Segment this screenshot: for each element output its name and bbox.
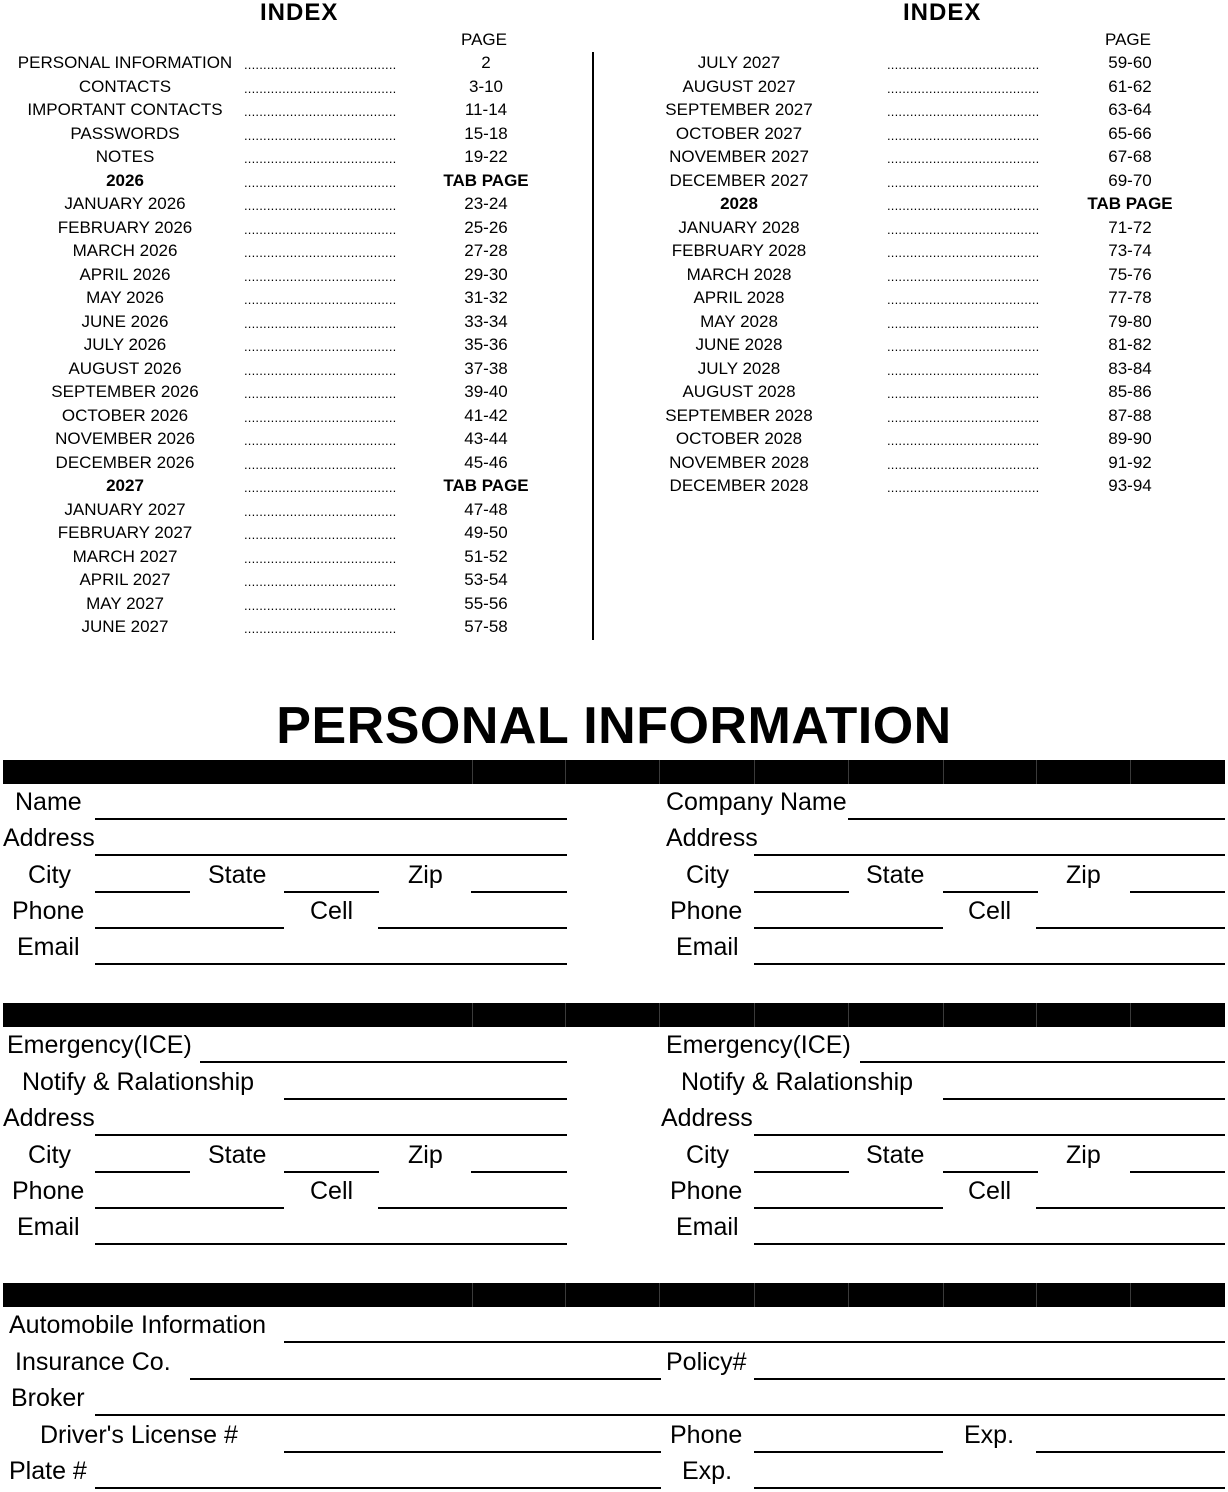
- dot-leader: ........................................: [244, 80, 397, 96]
- company-address-field[interactable]: [754, 854, 1225, 856]
- dot-leader: ........................................: [244, 268, 397, 284]
- index-title-left: INDEX: [260, 0, 339, 26]
- index-row-label: NOTES: [95, 147, 155, 166]
- index-row-page: 73-74: [1108, 241, 1152, 260]
- license-phone-label: Phone: [670, 1421, 743, 1449]
- index-row-label: AUGUST 2026: [68, 358, 182, 378]
- dot-leader: ........................................: [244, 174, 397, 190]
- index-row-label: APRIL 2027: [79, 570, 171, 589]
- index-row-label: JUNE 2027: [81, 617, 169, 636]
- index-row-page: 53-54: [464, 570, 508, 589]
- dot-leader: ........................................: [244, 574, 397, 589]
- index-row-label: JULY 2026: [83, 335, 167, 354]
- index-row-page: 81-82: [1108, 335, 1152, 354]
- plate-field[interactable]: [95, 1487, 661, 1489]
- dot-leader: ........................................: [244, 315, 397, 331]
- index-row-label: MARCH 2028: [686, 264, 792, 284]
- plate-exp-field[interactable]: [754, 1487, 1225, 1489]
- dot-leader: ........................................: [887, 245, 1040, 260]
- dot-leader: ........................................: [887, 433, 1040, 448]
- dot-leader: ........................................: [244, 433, 397, 448]
- dot-leader: ........................................: [887, 174, 1040, 190]
- index-row-page: 77-78: [1108, 288, 1152, 307]
- index-row-page: 87-88: [1108, 405, 1152, 425]
- city-label: City: [28, 861, 72, 889]
- dot-leader: ........................................: [244, 456, 397, 472]
- cell-field[interactable]: [378, 927, 567, 929]
- dot-leader: ........................................: [887, 362, 1040, 378]
- emergency-email-label-2: Email: [676, 1213, 739, 1241]
- emergency-phone-label-1: Phone: [12, 1177, 85, 1205]
- emergency-phone-field-2[interactable]: [754, 1207, 943, 1209]
- company-phone-label: Phone: [670, 897, 743, 925]
- dot-leader: ........................................: [244, 597, 397, 613]
- index-page-header-right: PAGE: [1105, 30, 1151, 49]
- dot-leader: ........................................: [887, 409, 1040, 425]
- index-row-page: 31-32: [464, 288, 508, 307]
- index-row-label: MAY 2026: [86, 288, 164, 307]
- index-row-page: 27-28: [464, 241, 508, 260]
- license-phone-field[interactable]: [754, 1451, 943, 1453]
- index-row-page: 35-36: [464, 335, 508, 354]
- emergency-state-field-2[interactable]: [943, 1171, 1038, 1173]
- dot-leader: ........................................: [887, 127, 1040, 143]
- cell-label: Cell: [310, 897, 354, 925]
- dot-leader: ........................................: [887, 104, 1040, 119]
- dot-leader: ........................................: [244, 245, 397, 260]
- index-row-label: 2027: [106, 476, 144, 495]
- insurance-field[interactable]: [190, 1378, 661, 1380]
- emergency-label-1: Emergency(ICE): [7, 1031, 192, 1059]
- index-row-page: 39-40: [464, 382, 508, 401]
- index-row-label: JUNE 2026: [81, 311, 169, 331]
- zip-label: Zip: [408, 861, 443, 889]
- index-row-label: JANUARY 2026: [64, 194, 186, 213]
- emergency-email-label-1: Email: [17, 1213, 80, 1241]
- plate-exp-label: Exp.: [682, 1457, 733, 1485]
- index-row-page: 47-48: [464, 499, 508, 519]
- index-row-label: APRIL 2026: [79, 264, 171, 284]
- emergency-zip-field-2[interactable]: [1130, 1171, 1225, 1173]
- index-row-label: 2026: [106, 170, 144, 190]
- company-zip-label: Zip: [1066, 861, 1101, 889]
- emergency-state-field-1[interactable]: [284, 1171, 379, 1173]
- index-row-page: 59-60: [1108, 53, 1152, 72]
- emergency-city-label-2: City: [686, 1141, 730, 1169]
- automobile-label: Automobile Information: [9, 1311, 267, 1339]
- index-row-page: 33-34: [464, 311, 508, 331]
- index-row-page: 45-46: [464, 452, 508, 472]
- index-row-page: TAB PAGE: [1087, 194, 1173, 213]
- city-field[interactable]: [95, 891, 190, 893]
- emergency-cell-field-2[interactable]: [1036, 1207, 1225, 1209]
- dot-leader: ........................................: [887, 480, 1040, 495]
- dot-leader: ........................................: [244, 339, 397, 354]
- dot-leader: ........................................: [244, 409, 397, 425]
- index-row-label: 2028: [720, 194, 758, 213]
- emergency-address-label-1: Address: [3, 1104, 95, 1132]
- index-row-label: MAY 2028: [700, 311, 778, 331]
- notify-field-2[interactable]: [943, 1098, 1225, 1100]
- index-row-label: SEPTEMBER 2026: [51, 382, 199, 401]
- emergency-zip-label-2: Zip: [1066, 1141, 1101, 1169]
- index-row-label: PERSONAL INFORMATION: [17, 53, 233, 72]
- broker-label: Broker: [11, 1384, 85, 1412]
- dot-leader: ........................................: [887, 80, 1040, 96]
- company-state-label: State: [866, 861, 925, 889]
- company-name-field[interactable]: [848, 818, 1225, 820]
- company-zip-field[interactable]: [1130, 891, 1225, 893]
- index-row-page: 43-44: [464, 429, 508, 448]
- phone-field[interactable]: [95, 927, 284, 929]
- index-page-header-left: PAGE: [461, 30, 507, 49]
- address-field[interactable]: [95, 854, 567, 856]
- dot-leader: ........................................: [244, 386, 397, 401]
- index-row-page: 19-22: [464, 147, 508, 166]
- index-row-label: NOVEMBER 2026: [55, 429, 195, 448]
- index-row-page: 3-10: [468, 76, 504, 96]
- index-row-page: 55-56: [464, 593, 508, 613]
- dot-leader: ........................................: [244, 480, 397, 495]
- insurance-label: Insurance Co.: [15, 1348, 171, 1376]
- emergency-cell-label-1: Cell: [310, 1177, 354, 1205]
- emergency-zip-field-1[interactable]: [471, 1171, 567, 1173]
- index-title-right: INDEX: [903, 0, 982, 26]
- section-bar-emergency: [3, 1003, 1225, 1027]
- phone-label: Phone: [12, 897, 85, 925]
- company-city-label: City: [686, 861, 730, 889]
- emergency-field-1[interactable]: [200, 1061, 567, 1063]
- company-address-label: Address: [666, 824, 758, 852]
- index-row-page: 85-86: [1108, 382, 1152, 401]
- index-row-page: TAB PAGE: [443, 170, 529, 190]
- personal-info-title: PERSONAL INFORMATION: [276, 697, 952, 755]
- index-row-label: OCTOBER 2026: [61, 405, 189, 425]
- index-row-label: JANUARY 2028: [678, 217, 800, 237]
- emergency-phone-field-1[interactable]: [95, 1207, 284, 1209]
- emergency-state-label-1: State: [208, 1141, 267, 1169]
- index-row-page: 15-18: [464, 123, 508, 143]
- index-row-page: 93-94: [1108, 476, 1152, 495]
- index-row-label: OCTOBER 2028: [675, 429, 803, 448]
- index-row-label: FEBRUARY 2027: [57, 523, 193, 542]
- policy-label: Policy#: [666, 1348, 747, 1376]
- dot-leader: ........................................: [887, 339, 1040, 354]
- license-label: Driver's License #: [40, 1421, 238, 1449]
- company-email-field[interactable]: [754, 963, 1225, 965]
- dot-leader: ........................................: [244, 527, 397, 542]
- index-row-page: 23-24: [464, 194, 508, 213]
- index-row-label: PASSWORDS: [70, 123, 180, 143]
- emergency-field-2[interactable]: [860, 1061, 1225, 1063]
- company-cell-label: Cell: [968, 897, 1012, 925]
- emergency-zip-label-1: Zip: [408, 1141, 443, 1169]
- emergency-cell-field-1[interactable]: [378, 1207, 567, 1209]
- index-row-label: AUGUST 2028: [682, 382, 796, 401]
- index-row-page: 89-90: [1108, 429, 1152, 448]
- index-row-page: 41-42: [464, 405, 508, 425]
- index-row-label: FEBRUARY 2026: [57, 217, 193, 237]
- section-bar-automobile: [3, 1283, 1225, 1307]
- dot-leader: ........................................: [244, 57, 397, 72]
- emergency-city-label-1: City: [28, 1141, 72, 1169]
- dot-leader: ........................................: [244, 151, 397, 166]
- policy-field[interactable]: [754, 1378, 1225, 1380]
- broker-field[interactable]: [95, 1414, 1225, 1416]
- emergency-city-field-1[interactable]: [95, 1171, 190, 1173]
- emergency-email-field-1[interactable]: [95, 1243, 567, 1245]
- notify-label-1: Notify & Ralationship: [22, 1068, 255, 1096]
- dot-leader: ........................................: [244, 221, 397, 237]
- index-row-label: DECEMBER 2027: [669, 170, 809, 190]
- index-row-page: 63-64: [1108, 100, 1152, 119]
- dot-leader: ........................................: [887, 198, 1040, 213]
- company-state-field[interactable]: [943, 891, 1038, 893]
- dot-leader: ........................................: [887, 221, 1040, 237]
- dot-leader: ........................................: [887, 386, 1040, 401]
- dot-leader: ........................................: [244, 503, 397, 519]
- dot-leader: ........................................: [244, 198, 397, 213]
- index-row-page: 49-50: [464, 523, 508, 542]
- dot-leader: ........................................: [244, 292, 397, 307]
- index-row-page: 65-66: [1108, 123, 1152, 143]
- section-bar-contact: [3, 760, 1225, 784]
- name-label: Name: [15, 788, 82, 816]
- index-row-page: 2: [481, 53, 491, 72]
- index-row-page: 83-84: [1108, 358, 1152, 378]
- emergency-address-label-2: Address: [661, 1104, 753, 1132]
- automobile-field[interactable]: [284, 1341, 1225, 1343]
- index-row-label: JULY 2028: [697, 358, 781, 378]
- emergency-address-field-2[interactable]: [754, 1134, 1225, 1136]
- emergency-city-field-2[interactable]: [754, 1171, 849, 1173]
- state-label: State: [208, 861, 267, 889]
- index-row-label: MAY 2027: [86, 593, 164, 613]
- notify-label-2: Notify & Ralationship: [681, 1068, 914, 1096]
- index-row-label: AUGUST 2027: [682, 76, 796, 96]
- company-name-label: Company Name: [666, 788, 847, 816]
- index-row-page: 37-38: [464, 358, 508, 378]
- dot-leader: ........................................: [887, 315, 1040, 331]
- index-row-label: NOVEMBER 2027: [669, 147, 809, 166]
- index-row-label: MARCH 2026: [72, 241, 178, 260]
- dot-leader: ........................................: [244, 127, 397, 143]
- index-divider: [592, 52, 594, 640]
- index-row-page: 11-14: [464, 100, 508, 119]
- index-row-label: JANUARY 2027: [64, 499, 186, 519]
- license-exp-label: Exp.: [964, 1421, 1015, 1449]
- index-row-label: IMPORTANT CONTACTS: [27, 100, 223, 119]
- dot-leader: ........................................: [887, 456, 1040, 472]
- index-row-page: 71-72: [1108, 217, 1152, 237]
- company-phone-field[interactable]: [754, 927, 943, 929]
- index-row-page: 57-58: [464, 617, 508, 636]
- emergency-state-label-2: State: [866, 1141, 925, 1169]
- dot-leader: ........................................: [887, 268, 1040, 284]
- dot-leader: ........................................: [887, 292, 1040, 307]
- index-row-page: 51-52: [464, 546, 508, 566]
- index-row-label: SEPTEMBER 2027: [665, 100, 813, 119]
- index-row-page: 67-68: [1108, 147, 1152, 166]
- company-email-label: Email: [676, 933, 739, 961]
- zip-field[interactable]: [471, 891, 567, 893]
- license-field[interactable]: [284, 1451, 661, 1453]
- index-row-page: 61-62: [1108, 76, 1152, 96]
- email-label: Email: [17, 933, 80, 961]
- emergency-label-2: Emergency(ICE): [666, 1031, 851, 1059]
- emergency-cell-label-2: Cell: [968, 1177, 1012, 1205]
- index-row-page: 79-80: [1108, 311, 1152, 331]
- index-row-label: MARCH 2027: [72, 546, 178, 566]
- index-row-label: DECEMBER 2026: [55, 452, 195, 472]
- index-row-page: 91-92: [1108, 452, 1152, 472]
- dot-leader: ........................................: [244, 550, 397, 566]
- dot-leader: ........................................: [244, 104, 397, 119]
- index-row-label: JUNE 2028: [695, 335, 783, 354]
- address-label: Address: [3, 824, 95, 852]
- index-row-label: NOVEMBER 2028: [669, 452, 809, 472]
- dot-leader: ........................................: [244, 362, 397, 378]
- company-city-field[interactable]: [754, 891, 849, 893]
- plate-label: Plate #: [9, 1457, 87, 1485]
- emergency-phone-label-2: Phone: [670, 1177, 743, 1205]
- index-row-label: OCTOBER 2027: [675, 123, 803, 143]
- index-row-label: FEBRUARY 2028: [671, 241, 807, 260]
- index-row-label: SEPTEMBER 2028: [665, 405, 813, 425]
- dot-leader: ........................................: [244, 621, 397, 636]
- email-field[interactable]: [95, 963, 567, 965]
- emergency-address-field-1[interactable]: [95, 1134, 567, 1136]
- dot-leader: ........................................: [887, 151, 1040, 166]
- index-row-label: CONTACTS: [78, 76, 172, 96]
- index-row-page: 25-26: [464, 217, 508, 237]
- index-row-page: TAB PAGE: [443, 476, 529, 495]
- emergency-email-field-2[interactable]: [754, 1243, 1225, 1245]
- name-field[interactable]: [95, 818, 567, 820]
- index-row-label: APRIL 2028: [693, 288, 785, 307]
- dot-leader: ........................................: [887, 57, 1040, 72]
- index-row-page: 29-30: [464, 264, 508, 284]
- index-row-page: 69-70: [1108, 170, 1152, 190]
- index-row-page: 75-76: [1108, 264, 1152, 284]
- company-cell-field[interactable]: [1036, 927, 1225, 929]
- license-exp-field[interactable]: [1036, 1451, 1225, 1453]
- notify-field-1[interactable]: [284, 1098, 567, 1100]
- index-row-label: DECEMBER 2028: [669, 476, 809, 495]
- index-row-label: JULY 2027: [697, 53, 781, 72]
- state-field[interactable]: [284, 891, 379, 893]
